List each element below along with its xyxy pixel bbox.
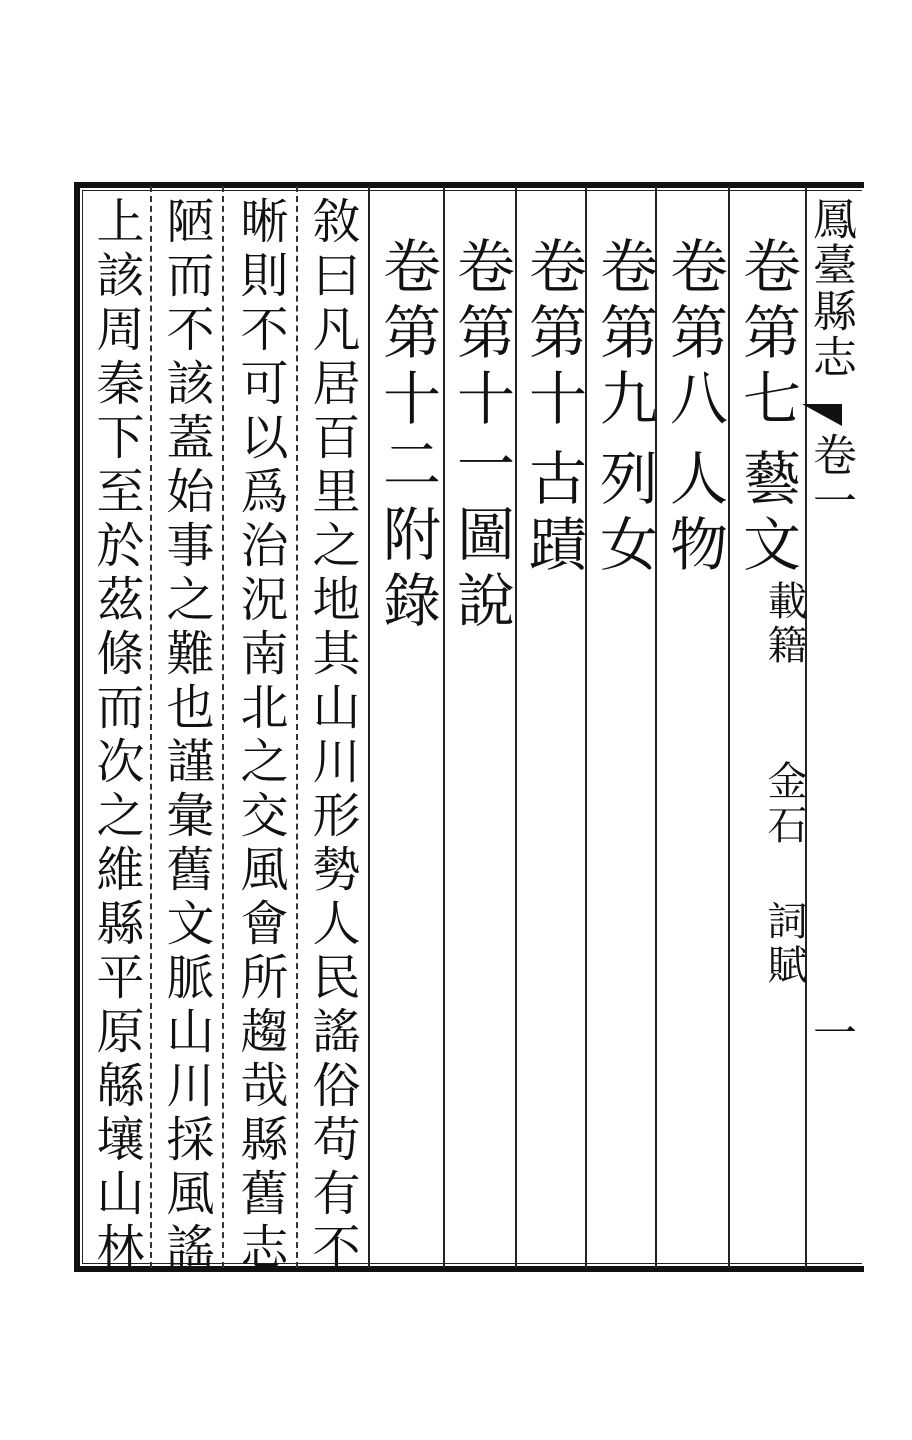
column-rule bbox=[222, 186, 224, 1268]
column-rule bbox=[368, 186, 370, 1268]
toc-volume-9: 卷第九 bbox=[590, 236, 658, 434]
toc-entry-tushuo: 圖說 bbox=[447, 504, 515, 636]
toc-entry-yiwen: 藝文 bbox=[733, 448, 801, 580]
preface-line-3: 陋而不該蓋始事之難也謹彙舊文脈山川採風謠 bbox=[158, 196, 214, 1276]
toc-entry-zaiji: 載籍 bbox=[761, 580, 807, 668]
column-rule bbox=[443, 186, 445, 1268]
page-number: 一 bbox=[805, 1010, 856, 1056]
toc-entry-fulu: 附錄 bbox=[373, 504, 441, 636]
toc-volume-11: 卷第十一 bbox=[447, 236, 515, 500]
toc-entry-renwu: 人物 bbox=[660, 448, 728, 580]
preface-line-2: 晰則不可以爲治況南北之交風會所趨哉縣舊志 bbox=[232, 196, 288, 1276]
fish-tail-mark-icon bbox=[800, 400, 844, 430]
toc-entry-jinshi: 金石 bbox=[761, 760, 807, 848]
toc-entry-lienu: 列女 bbox=[590, 448, 658, 580]
column-rule bbox=[728, 186, 730, 1268]
juan-label: 卷一 bbox=[805, 432, 856, 524]
column-rule bbox=[296, 186, 298, 1268]
toc-volume-8: 卷第八 bbox=[660, 236, 728, 434]
toc-entry-cifu: 詞賦 bbox=[761, 900, 807, 988]
toc-volume-10: 卷第十 bbox=[519, 236, 587, 434]
toc-volume-7: 卷第七 bbox=[733, 236, 801, 434]
column-rule bbox=[150, 186, 152, 1268]
column-rule bbox=[515, 186, 517, 1268]
toc-entry-guji: 古蹟 bbox=[519, 448, 587, 580]
book-title: 鳳臺縣志 bbox=[805, 196, 856, 380]
preface-line-1: 敘曰凡居百里之地其山川形勢人民謠俗苟有不 bbox=[304, 196, 360, 1276]
preface-line-4: 上該周秦下至於茲條而次之維縣平原緜壤山林 bbox=[88, 196, 144, 1276]
toc-volume-12: 卷第十二 bbox=[373, 236, 441, 500]
